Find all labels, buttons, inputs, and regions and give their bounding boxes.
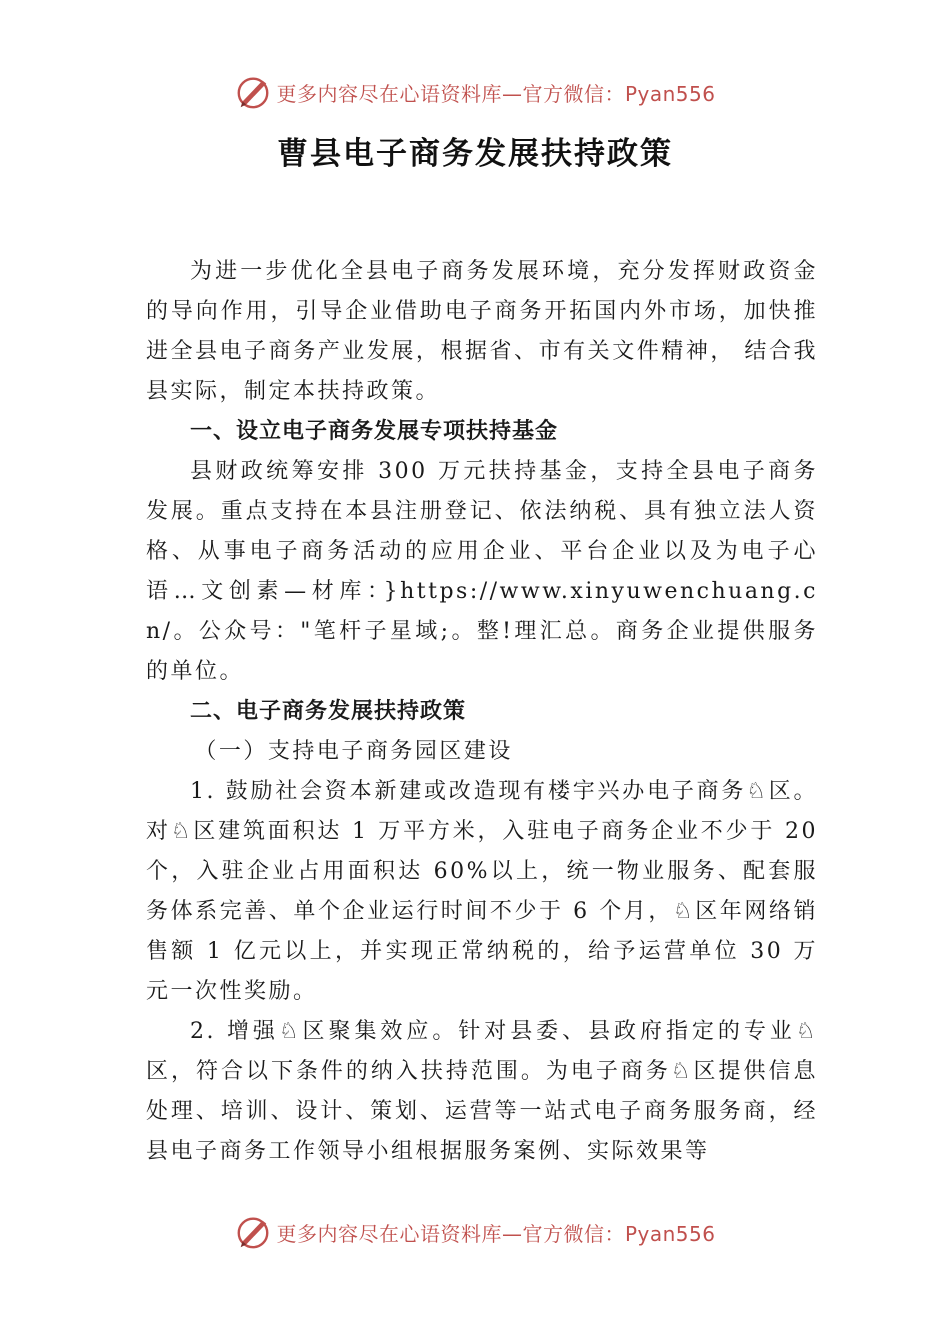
section-1-paragraph: 县财政统筹安排 300 万元扶持基金，支持全县电子商务发展。重点支持在本县注册登记、依法纳税、具有独立法人资格、从事电子商务活动的应用企业、平台企业以及为电子心语…文创素—材库：}https://www.xinyuwenchuang.cn/。公众号："笔杆子星域;。整!理汇总。商务企业提供服务的单位。 (146, 459, 818, 684)
watermark-header (0, 70, 950, 114)
watermark-text: 更多内容尽在心语资料库—官方微信：Pyan556 (276, 81, 716, 106)
subsection-1-heading: （一）支持电子商务园区建设 (194, 739, 513, 764)
document-body (146, 252, 818, 1172)
section-2-heading: 二、电子商务发展扶持政策 (190, 699, 467, 724)
item-2-paragraph: 2. 增强♘区聚集效应。针对县委、县政府指定的专业♘区，符合以下条件的纳入扶持范围。为电子商务♘区提供信息处理、培训、设计、策划、运营等一站式电子商务服务商，经县电子商务工作领导小组根据服务案例、实际效果等 (146, 1019, 818, 1164)
watermark-text: 更多内容尽在心语资料库—官方微信：Pyan556 (276, 1221, 716, 1246)
pen-logo-icon (234, 1213, 272, 1251)
watermark-footer (0, 1210, 950, 1254)
intro-paragraph: 为进一步优化全县电子商务发展环境，充分发挥财政资金的导向作用，引导企业借助电子商务开拓国内外市场，加快推进全县电子商务产业发展，根据省、市有关文件精神， 结合我县实际，制定本扶持政策。 (146, 259, 818, 404)
section-1-heading: 一、设立电子商务发展专项扶持基金 (190, 419, 559, 444)
pen-logo-icon (234, 73, 272, 111)
document-title: 曹县电子商务发展扶持政策 (277, 136, 673, 172)
item-1-paragraph: 1. 鼓励社会资本新建或改造现有楼宇兴办电子商务♘区。对♘区建筑面积达 1 万平方米，入驻电子商务企业不少于 20 个，入驻企业占用面积达 60%以上，统一物业服务、配套服务体系完善、单个企业运行时间不少于 6 个月，♘区年网络销售额 1 亿元以上，并实现正常纳税的，给予运营单位 30 万元一次性奖励。 (146, 779, 818, 1004)
